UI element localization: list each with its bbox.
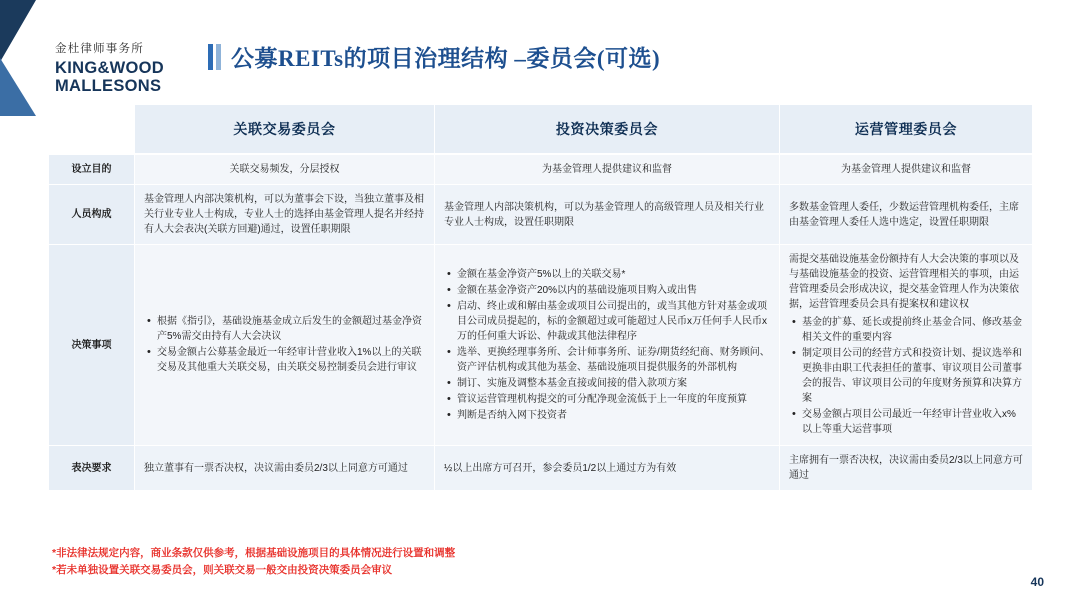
footnotes [52, 545, 455, 580]
list-item: • 管议运营管理机构提交的可分配净现金流低于上一年度的年度预算 [457, 392, 770, 407]
cell-voting-investment: ½以上出席方可召开，参会委员1/2以上通过方为有效 [435, 446, 780, 491]
list-item: • 交易金额占项目公司最近一年经审计营业收入x%以上等重大运营事项 [802, 407, 1023, 437]
list-item: • 基金的扩募、延长或提前终止基金合同、修改基金相关文件的重要内容 [802, 315, 1023, 345]
table-header-investment: 投资决策委员会 [435, 105, 780, 155]
list-item: • 根据《指引》，基础设施基金成立后发生的金额超过基金净资产5%需交由持有人大会决议 [157, 314, 425, 344]
brand-logo [55, 40, 205, 96]
governance-committee-table [48, 104, 1033, 491]
cell-purpose-operation: 为基金管理人提供建议和监督 [780, 154, 1033, 185]
cell-purpose-investment: 为基金管理人提供建议和监督 [435, 154, 780, 185]
list-item: • 金额在基金净资产20%以内的基础设施项目购入或出售 [457, 283, 770, 298]
cell-composition-operation: 多数基金管理人委任，少数运营管理机构委任，主席由基金管理人委任人选中选定，设置任职期限 [780, 185, 1033, 245]
list-item: • 判断是否纳入网下投资者 [457, 408, 770, 423]
table-row [49, 446, 1033, 491]
title-bar-2 [216, 44, 221, 70]
list-item: • 制订、实施及调整本基金直接或间接的借入款项方案 [457, 376, 770, 391]
row-label-voting: 表决要求 [49, 446, 135, 491]
cell-decisions-related-party [135, 245, 435, 446]
list-item: • 金额在基金净资产5%以上的关联交易* [457, 267, 770, 282]
page-number: 40 [1030, 575, 1044, 589]
decisions-operation-intro: 需提交基础设施基金份额持有人大会决策的事项以及与基础设施基金的投资、运营管理相关的事项，由运营管理委员会形成决议，提交基金管理人作为决策依据，运营管理委员会具有提案权和建议权 [789, 254, 1019, 310]
table-row [49, 185, 1033, 245]
brand-name-cn: 金杜律师事务所 [55, 43, 144, 55]
table-header-related-party: 关联交易委员会 [135, 105, 435, 155]
cell-composition-investment: 基金管理人内部决策机构，可以为基金管理人的高级管理人员及相关行业专业人士构成，设置任职期限 [435, 185, 780, 245]
page-title: 公募REITs的项目治理结构 –委员会(可选) [231, 46, 661, 71]
cell-voting-operation: 主席拥有一票否决权，决议需由委员2/3以上同意方可通过 [780, 446, 1033, 491]
logo-triangle-dark [0, 0, 36, 62]
list-item: • 制定项目公司的经营方式和投资计划、提议选举和更换非由职工代表担任的董事、审议项目公司董事会的报告、审议项目公司的年度财务预算和决算方案 [802, 346, 1023, 406]
list-item: • 交易金额占公募基金最近一年经审计营业收入1%以上的关联交易及其他重大关联交易，由关联交易控制委员会进行审议 [157, 345, 425, 375]
cell-composition-related-party: 基金管理人内部决策机构，可以为董事会下设，当独立董事及相关行业专业人士构成，专业人士的选择由基金管理人提名并经持有人大会表决(关联方回避)通过，设置任职期限 [135, 185, 435, 245]
list-item: • 选举、更换经理事务所、会计师事务所、证券/期货经纪商、财务顾问、资产评估机构或其他为基金、基础设施项目提供服务的外部机构 [457, 345, 770, 375]
footnote-1: *非法律法规定内容，商业条款仅供参考，根据基础设施项目的具体情况进行设置和调整 [52, 547, 456, 559]
logo-corner-graphic [0, 0, 36, 116]
cell-purpose-related-party: 关联交易频发，分层授权 [135, 154, 435, 185]
table-header-operation: 运营管理委员会 [780, 105, 1033, 155]
row-label-composition: 人员构成 [49, 185, 135, 245]
logo-triangle-light [0, 58, 36, 116]
cell-decisions-investment [435, 245, 780, 446]
list-item: • 启动、终止或和解由基金或项目公司提出的，或当其他方针对基金或项目公司成员提起的，标的金额超过或可能超过人民币x万任何手人民币x万的任何重大诉讼、仲裁或其他法律程序 [457, 299, 770, 344]
cell-voting-related-party: 独立董事有一票否决权，决议需由委员2/3以上同意方可通过 [135, 446, 435, 491]
table-corner-cell [49, 105, 135, 155]
footnote-2: *若未单独设置关联交易委员会，则关联交易一般交由投资决策委员会审议 [52, 564, 393, 577]
table-row [49, 245, 1033, 446]
decisions-investment-list [444, 267, 770, 423]
title-accent-bars [208, 44, 221, 70]
brand-name-en-line1: KING&WOOD [55, 59, 165, 77]
cell-decisions-operation [780, 245, 1033, 446]
table-header-row [49, 105, 1033, 155]
row-label-decisions: 决策事项 [49, 245, 135, 446]
slide-title-row [208, 40, 660, 73]
table-row [49, 154, 1033, 185]
decisions-operation-list [789, 315, 1023, 437]
row-label-purpose: 设立目的 [49, 154, 135, 185]
decisions-related-party-list [144, 314, 425, 375]
title-bar-1 [208, 44, 213, 70]
brand-name-en-line2: MALLESONS [55, 77, 162, 96]
